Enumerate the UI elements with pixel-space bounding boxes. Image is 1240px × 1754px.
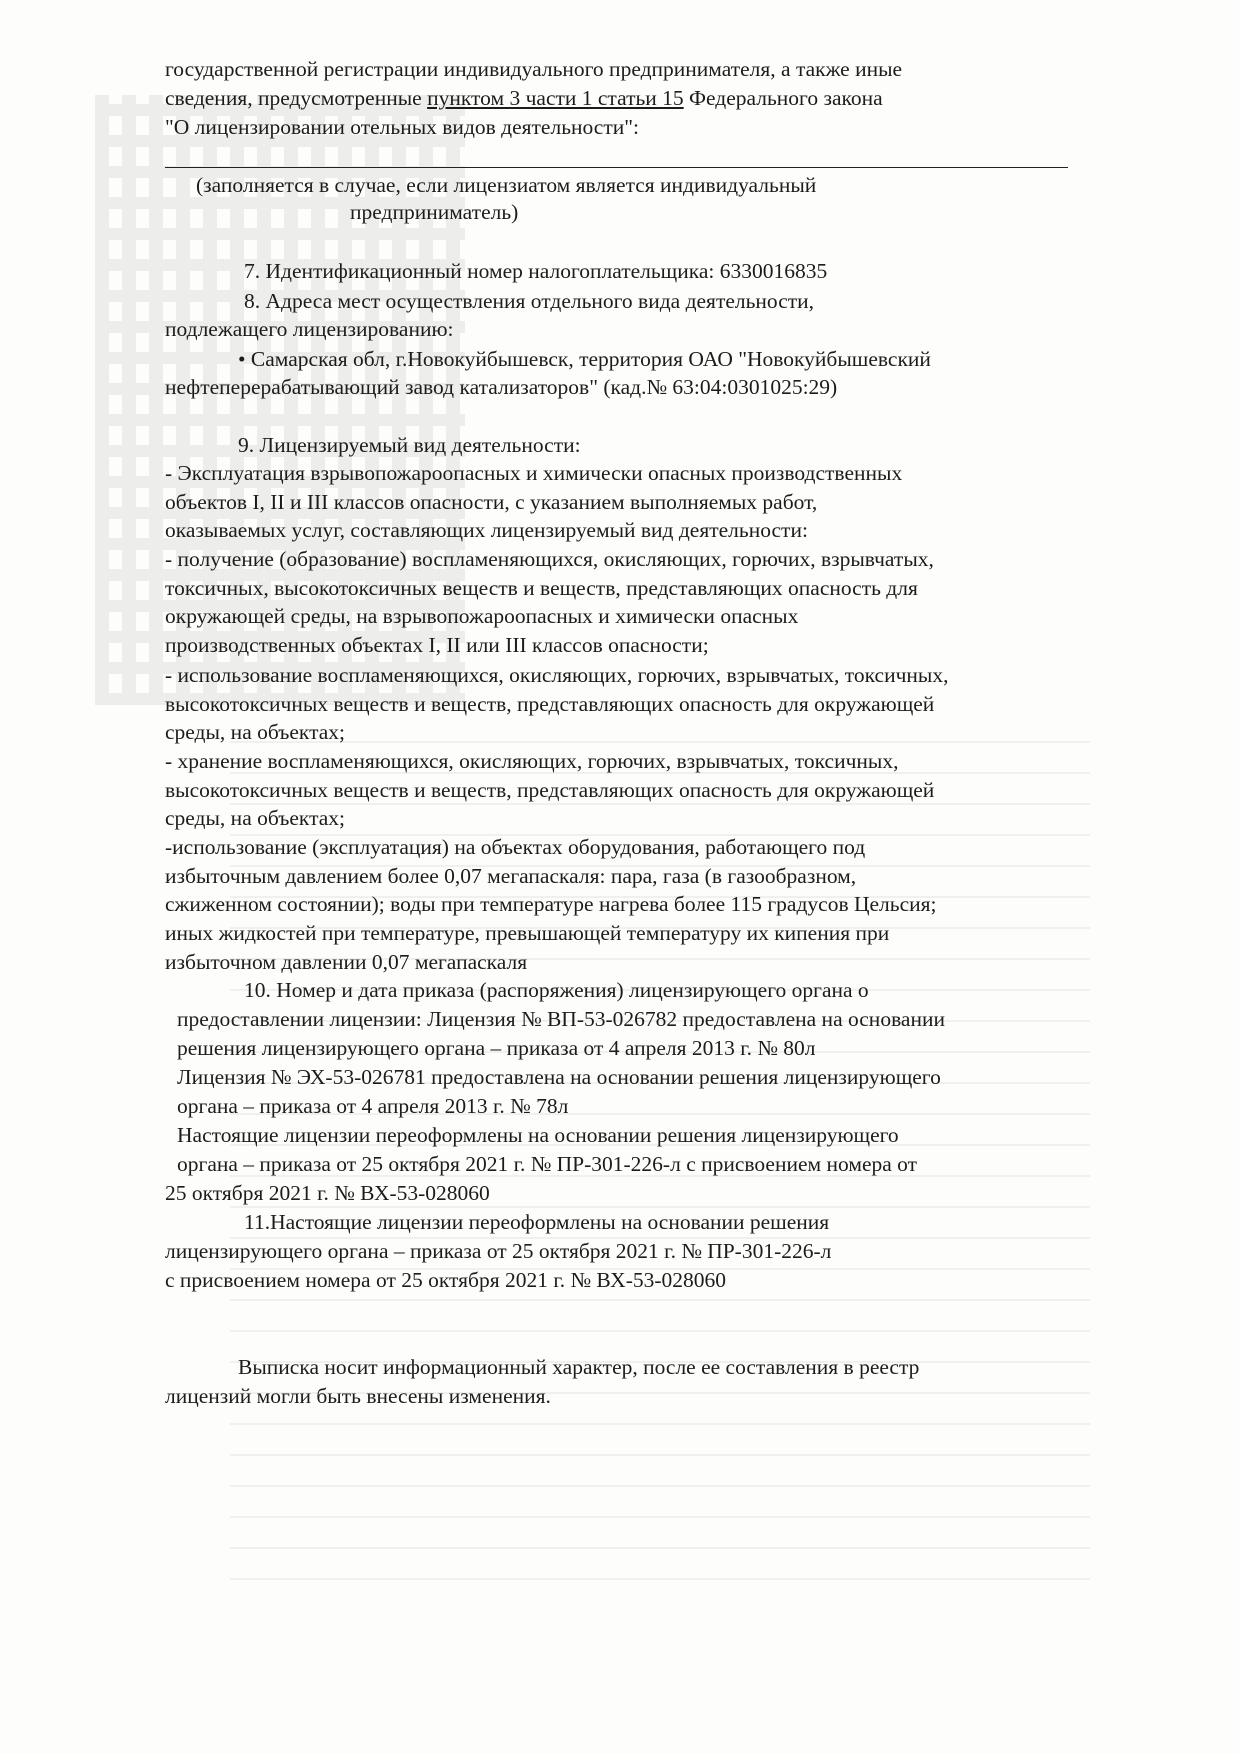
closing-note: лицензий могли быть внесены изменения. — [165, 1384, 551, 1408]
law-reference-link[interactable]: пунктом 3 части 1 статьи 15 — [427, 86, 684, 110]
activity-line: - использование воспламеняющихся, окисляющих, горючих, взрывчатых, токсичных, — [165, 663, 949, 687]
activity-line: производственных объектах I, II или III классов опасности; — [165, 633, 709, 657]
item-11: с присвоением номера от 25 октября 2021 г. № ВХ-53-028060 — [165, 1268, 727, 1292]
item-10: 25 октября 2021 г. № ВХ-53-028060 — [165, 1181, 490, 1205]
activity-line: объектов I, II и III классов опасности, с указанием выполняемых работ, — [165, 490, 818, 514]
activity-line: сжиженном состоянии); воды при температуре нагрева более 115 градусов Цельсия; — [165, 892, 937, 916]
text-line — [165, 84, 883, 113]
text-line: "О лицензировании отельных видов деятельности": — [165, 115, 639, 139]
activity-line: иных жидкостей при температуре, превышающей температуру их кипения при — [165, 921, 890, 945]
activity-line: окружающей среды, на взрывопожароопасных и химически опасных — [165, 604, 799, 628]
item-11: 11.Настоящие лицензии переоформлены на основании решения — [244, 1210, 830, 1234]
activity-line: избыточным давлением более 0,07 мегапаскаля: пара, газа (в газообразном, — [165, 864, 857, 888]
item-10: органа – приказа от 25 октября 2021 г. № ПР-301-226-л с присвоением номера от — [177, 1152, 918, 1176]
text-segment: сведения, предусмотренные — [165, 86, 428, 110]
activity-line: - получение (образование) воспламеняющихся, окисляющих, горючих, взрывчатых, — [165, 547, 934, 571]
item-10: Лицензия № ЭХ-53-026781 предоставлена на основании решения лицензирующего — [177, 1065, 941, 1089]
note-line: (заполняется в случае, если лицензиатом является индивидуальный — [196, 173, 817, 197]
activity-line: среды, на объектах; — [165, 806, 346, 830]
item-9: 9. Лицензируемый вид деятельности: — [238, 433, 581, 457]
closing-note: Выписка носит информационный характер, после ее составления в реестр — [238, 1355, 920, 1379]
item-10: Настоящие лицензии переоформлены на основании решения лицензирующего — [177, 1123, 899, 1147]
activity-line: высокотоксичных веществ и веществ, представляющих опасность для окружающей — [165, 692, 935, 716]
text-line: государственной регистрации индивидуального предпринимателя, а также иные — [165, 57, 903, 81]
item-8: 8. Адреса мест осуществления отдельного вида деятельности, — [244, 289, 815, 313]
address-line: • Самарская обл, г.Новокуйбышевск, территория ОАО "Новокуйбышевский — [238, 347, 931, 371]
item-11: лицензирующего органа – приказа от 25 октября 2021 г. № ПР-301-226-л — [165, 1239, 832, 1263]
item-10: 10. Номер и дата приказа (распоряжения) лицензирующего органа о — [244, 978, 869, 1002]
item-8: подлежащего лицензированию: — [165, 317, 454, 341]
activity-line: среды, на объектах; — [165, 720, 346, 744]
item-10: предоставлении лицензии: Лицензия № ВП-53-026782 предоставлена на основании — [177, 1007, 945, 1031]
note-line: предприниматель) — [350, 200, 519, 224]
item-10: решения лицензирующего органа – приказа от 4 апреля 2013 г. № 80л — [177, 1036, 816, 1060]
activity-line: высокотоксичных веществ и веществ, представляющих опасность для окружающей — [165, 778, 935, 802]
activity-line: избыточном давлении 0,07 мегапаскаля — [165, 950, 528, 974]
activity-line: - Эксплуатация взрывопожароопасных и химически опасных производственных — [165, 461, 903, 485]
address-line: нефтеперерабатывающий завод катализаторов" (кад.№ 63:04:0301025:29) — [165, 375, 838, 399]
activity-line: оказываемых услуг, составляющих лицензируемый вид деятельности: — [165, 518, 808, 542]
activity-line: -использование (эксплуатация) на объектах оборудования, работающего под — [165, 835, 866, 859]
activity-line: токсичных, высокотоксичных веществ и веществ, представляющих опасность для — [165, 576, 918, 600]
text-segment: Федерального закона — [683, 86, 883, 110]
item-7: 7. Идентификационный номер налогоплательщика: 6330016835 — [244, 259, 828, 283]
item-10: органа – приказа от 4 апреля 2013 г. № 78л — [177, 1094, 569, 1118]
fill-in-rule — [165, 167, 1068, 168]
activity-line: - хранение воспламеняющихся, окисляющих, горючих, взрывчатых, токсичных, — [165, 749, 899, 773]
